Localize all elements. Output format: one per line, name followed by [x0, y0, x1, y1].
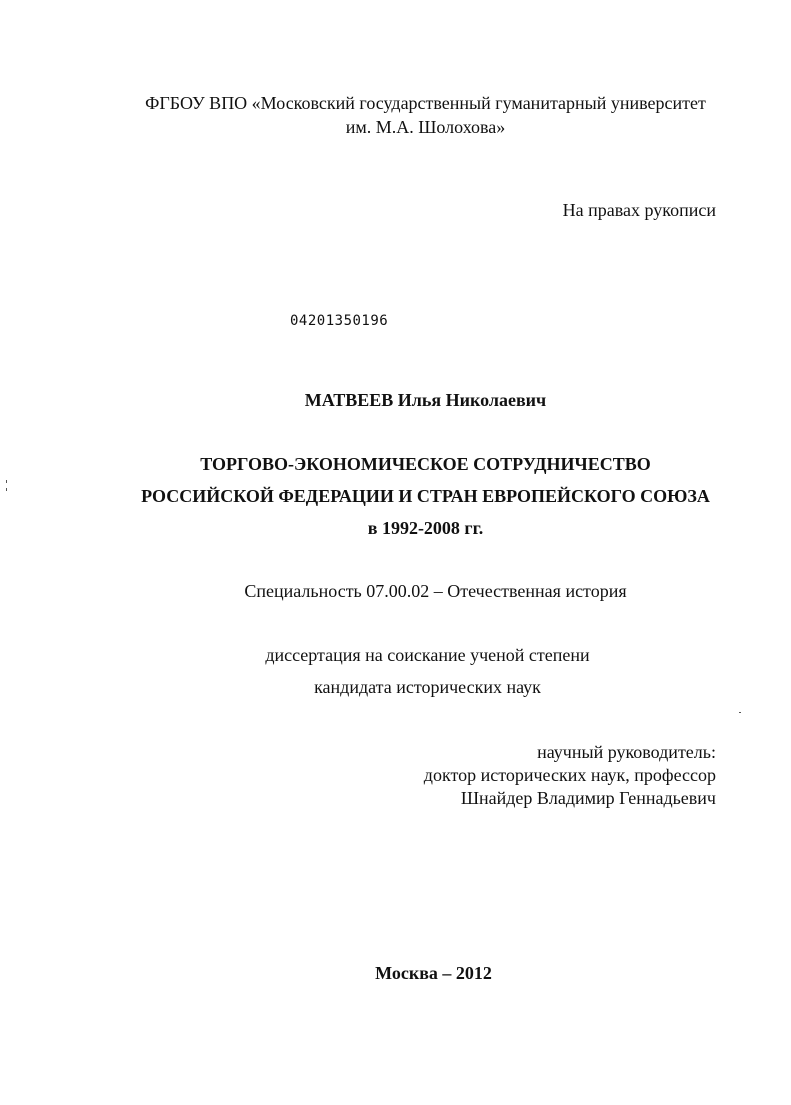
thesis-title-line2: РОССИЙСКОЙ ФЕДЕРАЦИИ И СТРАН ЕВРОПЕЙСКОГО СОЮЗА	[141, 486, 710, 506]
thesis-title-line1: ТОРГОВО-ЭКОНОМИЧЕСКОЕ СОТРУДНИЧЕСТВО	[200, 454, 651, 474]
supervisor-role: научный руководитель:	[537, 742, 716, 762]
specialty: Специальность 07.00.02 – Отечественная история	[244, 581, 627, 601]
degree-line2: кандидата исторических наук	[314, 677, 541, 697]
thesis-title-line3: в 1992-2008 гг.	[367, 518, 484, 538]
city-year: Москва – 2012	[375, 963, 492, 983]
author-name: МАТВЕЕВ Илья Николаевич	[304, 390, 547, 410]
institution-name-line1: ФГБОУ ВПО «Московский государственный гуманитарный университет	[145, 93, 706, 113]
supervisor-credentials: доктор исторических наук, профессор	[423, 765, 716, 785]
institution-name-line2: им. М.А. Шолохова»	[345, 117, 506, 137]
supervisor-name: Шнайдер Владимир Геннадьевич	[460, 788, 716, 808]
rights-note: На правах рукописи	[562, 200, 716, 220]
scan-mark	[739, 712, 741, 713]
scan-mark	[6, 480, 7, 483]
scan-mark	[6, 488, 7, 491]
registration-code: 04201350196	[290, 313, 389, 329]
degree-line1: диссертация на соискание ученой степени	[265, 645, 590, 665]
